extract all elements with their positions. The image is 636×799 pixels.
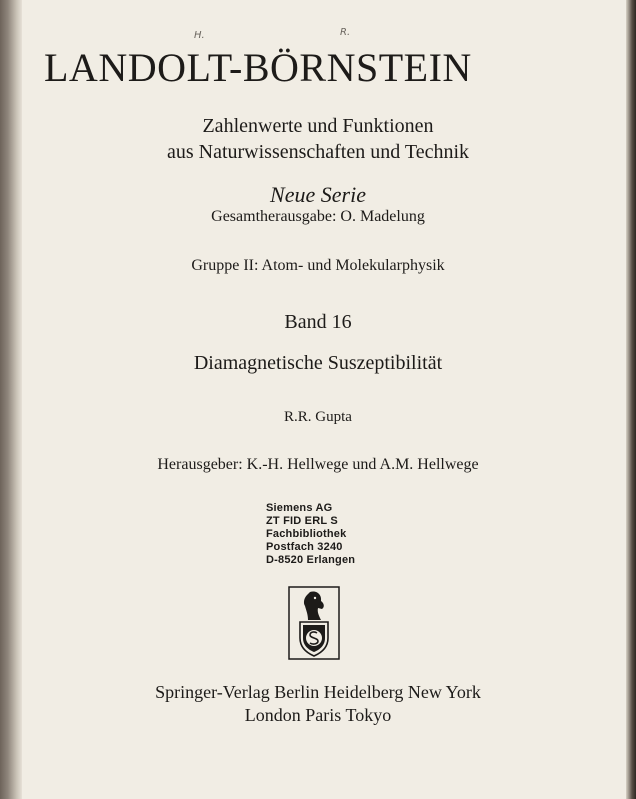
- library-stamp: [266, 502, 355, 567]
- stamp-line-company: Siemens AG: [266, 502, 333, 514]
- publisher-line2: London Paris Tokyo: [244, 705, 392, 725]
- volume-number: Band 16: [284, 311, 352, 333]
- stamp-line-city: D-8520 Erlangen: [266, 554, 356, 566]
- volume-title: Diamagnetische Suszeptibilität: [193, 352, 443, 374]
- stamp-line-library: Fachbibliothek: [266, 528, 347, 540]
- author: R.R. Gupta: [284, 409, 352, 425]
- subtitle-line1: Zahlenwerte und Funktionen: [202, 115, 434, 137]
- group-label: Gruppe II: Atom- und Molekularphysik: [191, 257, 445, 274]
- handwritten-mark-left: H.: [194, 30, 205, 41]
- series-editor: Gesamtherausgabe: O. Madelung: [211, 208, 425, 225]
- stamp-line-department: ZT FID ERL S: [266, 515, 338, 527]
- springer-logo-icon: [288, 586, 340, 660]
- stamp-line-postbox: Postfach 3240: [266, 541, 343, 553]
- series-name: Neue Serie: [270, 182, 366, 207]
- subtitle-line2: aus Naturwissenschaften und Technik: [166, 141, 470, 163]
- handwritten-mark-right: R.: [340, 27, 351, 38]
- editors: Herausgeber: K.-H. Hellwege und A.M. Hellwege: [157, 456, 479, 473]
- main-title: LANDOLT-BÖRNSTEIN: [44, 45, 472, 90]
- publisher-line1: Springer-Verlag Berlin Heidelberg New York: [155, 682, 481, 702]
